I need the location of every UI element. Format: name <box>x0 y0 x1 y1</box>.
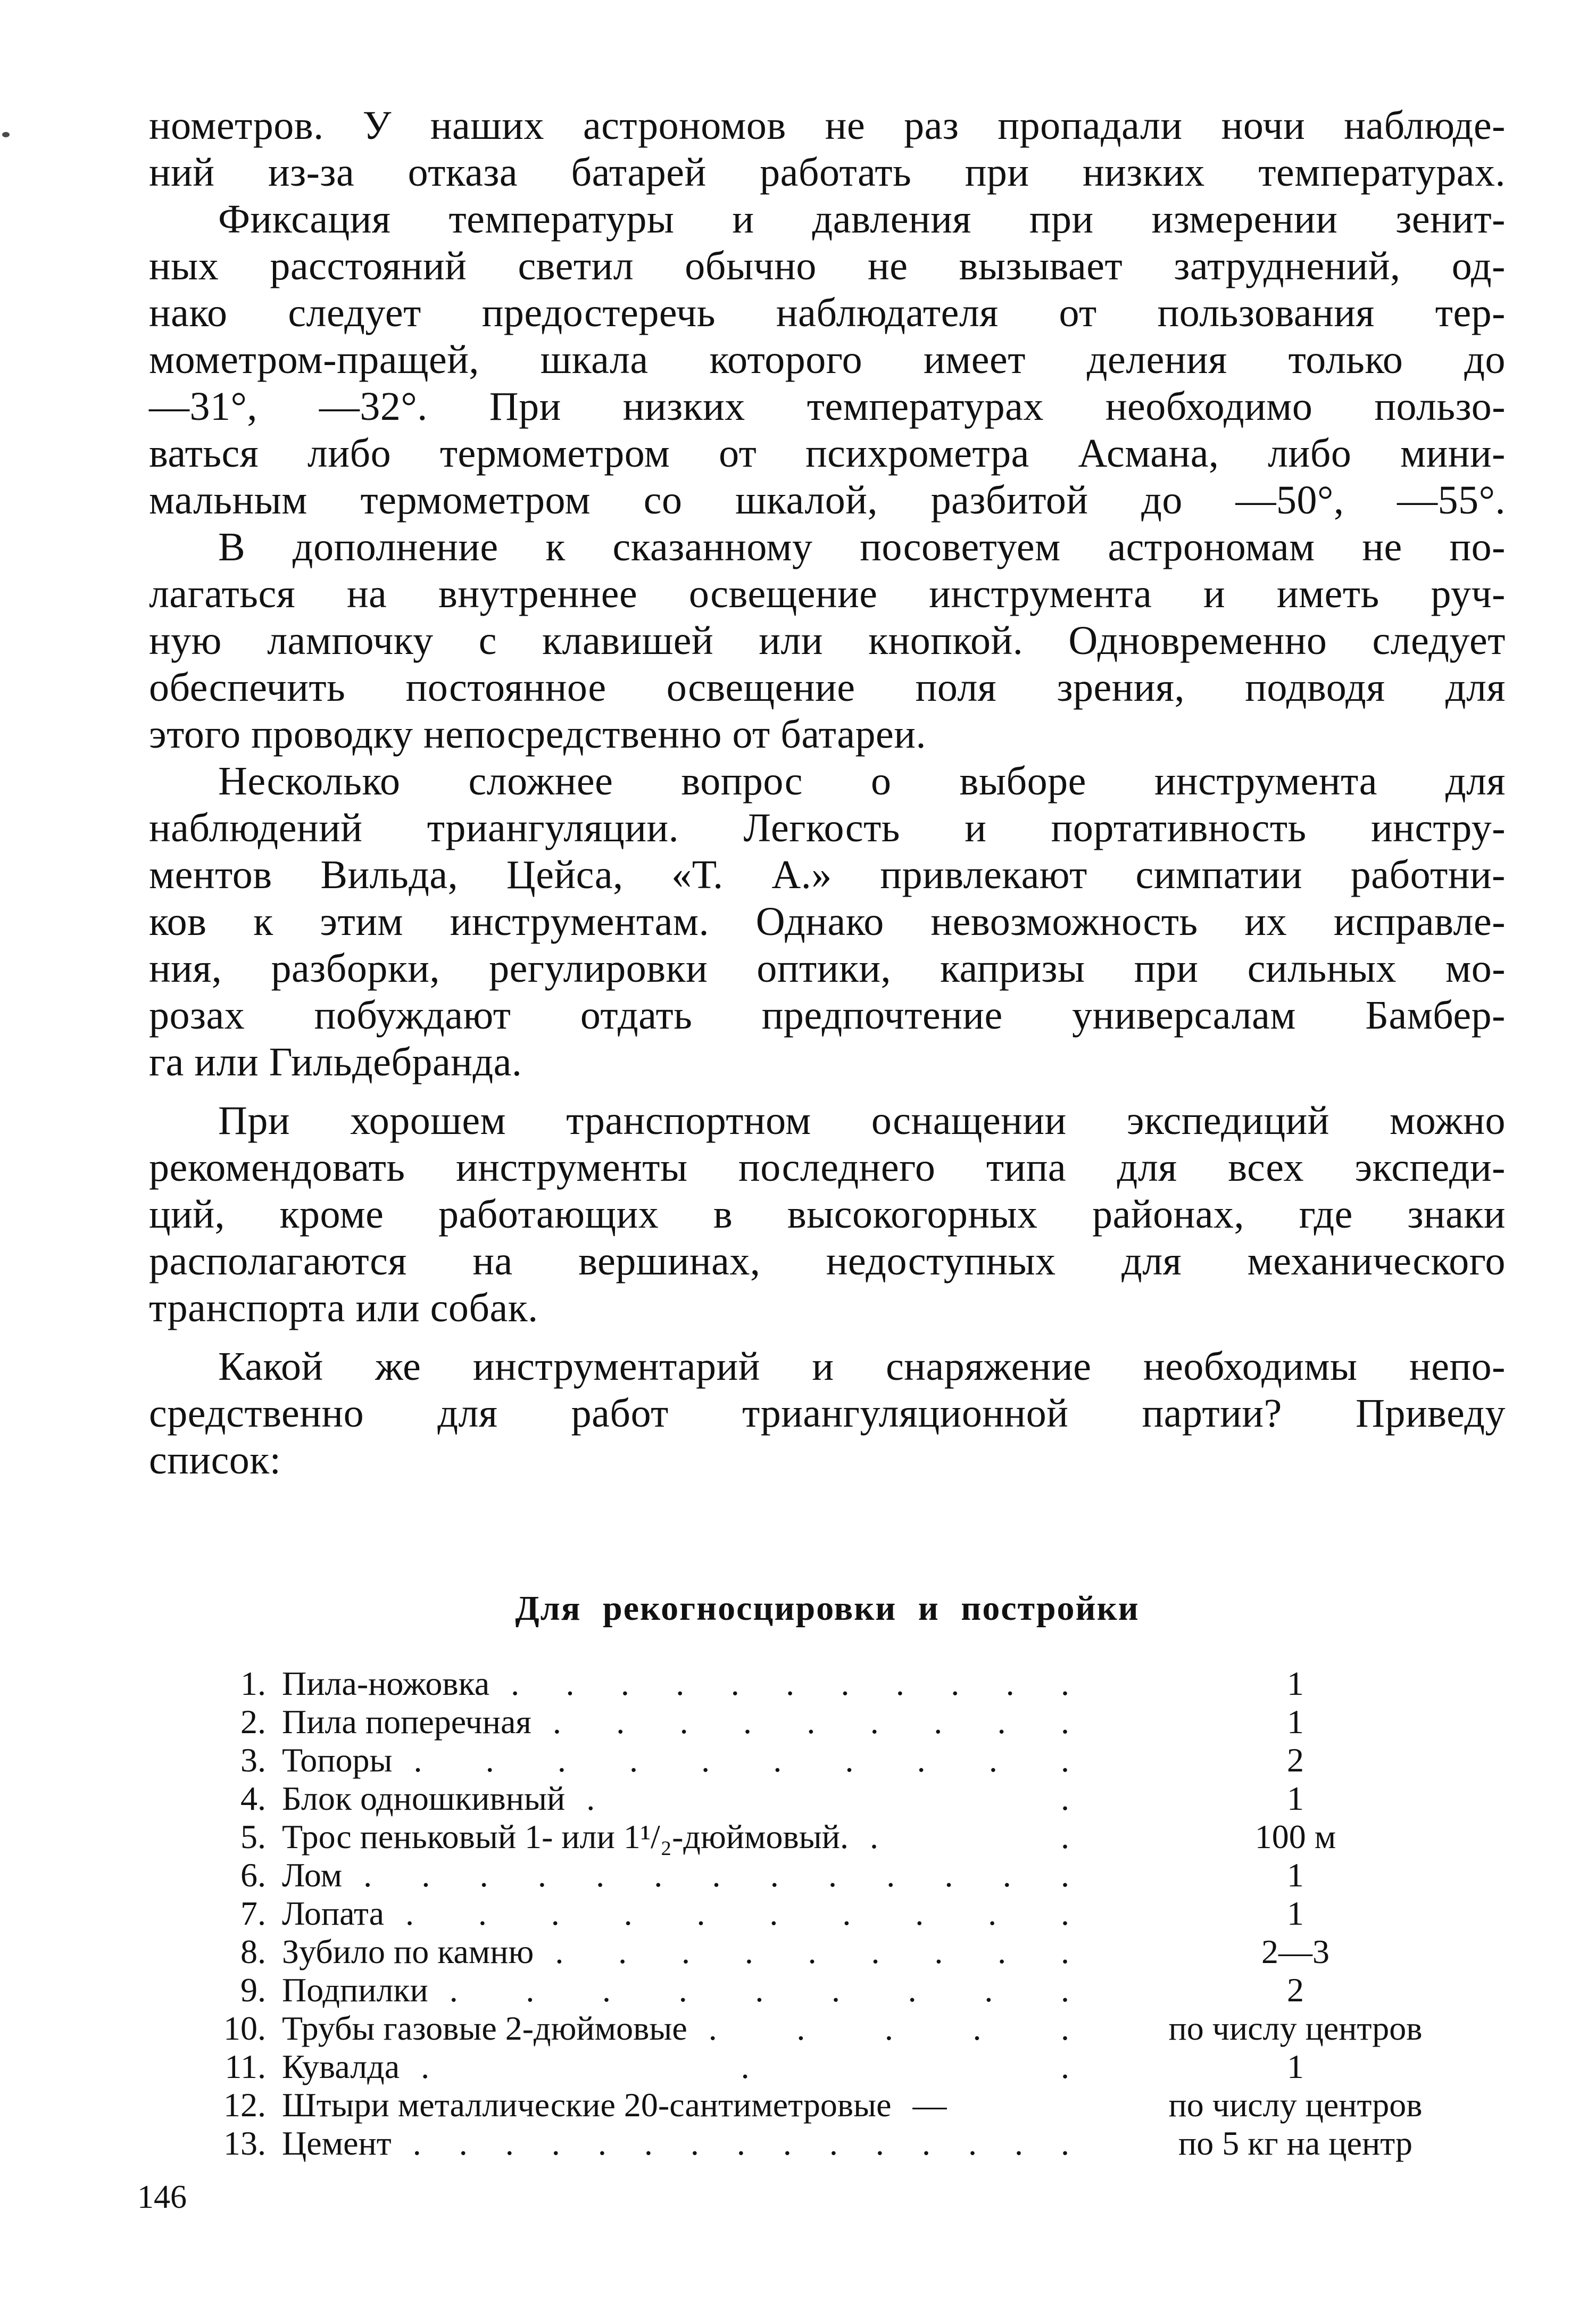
text-line: рекомендовать инструменты последнего типа для всех экспеди- <box>149 1145 1506 1190</box>
item-leader-dots: . . . <box>421 2048 1069 2085</box>
text-line: —31°, —32°. При низких температурах необходимо пользо- <box>149 384 1506 429</box>
text-line: ний из-за отказа батарей работать при низких температурах. <box>149 150 1506 195</box>
item-quantity: 1 <box>1287 2048 1304 2085</box>
list-item <box>202 2086 1506 2124</box>
paragraph <box>149 1343 1506 1484</box>
item-number: 3. <box>240 1741 266 1779</box>
text-line: наблюдений триангуляции. Легкость и портативность инстру- <box>149 806 1506 850</box>
list-item <box>202 1665 1506 1703</box>
item-quantity: 1 <box>1287 1665 1304 1702</box>
item-label: Блок одношкивный <box>282 1779 566 1817</box>
page-number: 146 <box>137 2179 187 2215</box>
item-label: Трубы газовые 2-дюймовые <box>282 2009 687 2047</box>
item-leader-dots: . . . . . . . . . . <box>405 1894 1069 1932</box>
paragraph <box>149 196 1506 524</box>
item-quantity: по 5 кг на центр <box>1178 2124 1412 2162</box>
item-label: Цемент <box>282 2124 392 2162</box>
list-item <box>202 1818 1506 1856</box>
text-line: ваться либо термометром от психрометра Асмана, либо мини- <box>149 431 1506 476</box>
text-line: ния, разборки, регулировки оптики, капризы при сильных мо- <box>149 946 1506 991</box>
text-line: Несколько сложнее вопрос о выборе инструмента для <box>218 759 1506 804</box>
list-item <box>202 1741 1506 1779</box>
text-line: ций, кроме работающих в высокогорных районах, где знаки <box>149 1192 1506 1237</box>
item-label: Зубило по камню <box>282 1933 534 1970</box>
item-leader-dots: . . . . . <box>708 2009 1069 2047</box>
item-number: 7. <box>240 1894 266 1932</box>
item-leader-dots: . . <box>586 1779 1069 1817</box>
item-quantity: 2—3 <box>1261 1933 1329 1970</box>
text-line: ментов Вильда, Цейса, «Т. А.» привлекают симпатии работни- <box>149 852 1506 897</box>
text-line: обеспечить постоянное освещение поля зрения, подводя для <box>149 665 1506 710</box>
text-line: нако следует предостеречь наблюдателя от пользования тер- <box>149 291 1506 335</box>
text-line: лагаться на внутреннее освещение инструмента и иметь руч- <box>149 572 1506 616</box>
list-item <box>202 1971 1506 2009</box>
item-number: 5. <box>240 1818 266 1856</box>
text-line: ков к этим инструментам. Однако невозможность их исправле- <box>149 899 1506 944</box>
item-leader-dots: . . . . . . . . . . <box>413 1741 1069 1779</box>
item-leader-dash: — <box>912 2086 947 2124</box>
text-line: Фиксация температуры и давления при измерении зенит- <box>218 197 1506 242</box>
text-line: средственно для работ триангуляционной партии? Приведу <box>149 1391 1506 1436</box>
text-line: га или Гильдебранда. <box>149 1040 522 1084</box>
text-line: нометров. У наших астрономов не раз пропадали ночи наблюде- <box>149 103 1506 148</box>
item-quantity: 2 <box>1287 1971 1304 2009</box>
item-leader-dots: . . <box>870 1818 1069 1856</box>
item-label: Трос пеньковый 1- или 1¹/₂-дюймовый. <box>282 1818 849 1856</box>
text-line: этого проводку непосредственно от батареи. <box>149 712 926 757</box>
item-label: Кувалда <box>282 2048 400 2085</box>
item-label: Штыри металлические 20-сантиметровые <box>282 2086 892 2124</box>
paragraph <box>149 102 1506 196</box>
text-line: розах побуждают отдать предпочтение универсалам Бамбер- <box>149 993 1506 1038</box>
item-label: Лопата <box>282 1894 384 1932</box>
text-line: Какой же инструментарий и снаряжение необходимы непо- <box>218 1344 1506 1389</box>
item-quantity: 2 <box>1287 1741 1304 1779</box>
item-leader-dots: . . . . . . . . . . . . . <box>363 1856 1069 1894</box>
margin-artifact-dot <box>2 132 10 137</box>
item-label: Пила поперечная <box>282 1703 531 1741</box>
item-label: Топоры <box>282 1741 393 1779</box>
body-text <box>149 102 1506 1484</box>
item-number: 2. <box>240 1703 266 1741</box>
item-label: Подпилки <box>282 1971 428 2009</box>
equipment-list <box>202 1665 1506 2163</box>
item-number: 10. <box>223 2009 266 2047</box>
text-line: транспорта или собак. <box>149 1286 538 1330</box>
text-line: При хорошем транспортном оснащении экспедиций можно <box>218 1098 1506 1143</box>
item-leader-dots: . . . . . . . . . . . . . . . <box>412 2124 1069 2162</box>
list-item <box>202 1933 1506 1971</box>
text-line: ных расстояний светил обычно не вызывает затруднений, од- <box>149 244 1506 288</box>
item-number: 13. <box>223 2124 266 2162</box>
section-heading: Для рекогносцировки и постройки <box>515 1589 1140 1628</box>
item-quantity: по числу центров <box>1168 2009 1423 2047</box>
paragraph <box>149 524 1506 758</box>
item-number: 11. <box>225 2048 266 2085</box>
text-line: мометром-пращей, шкала которого имеет деления только до <box>149 337 1506 382</box>
item-quantity: 1 <box>1287 1703 1304 1741</box>
text-line: список: <box>149 1438 281 1483</box>
item-quantity: 1 <box>1287 1856 1304 1894</box>
item-quantity: 1 <box>1287 1894 1304 1932</box>
item-quantity: 100 м <box>1254 1818 1336 1856</box>
item-number: 4. <box>240 1779 266 1817</box>
text-line: располагаются на вершинах, недоступных для механического <box>149 1239 1506 1284</box>
item-quantity: по числу центров <box>1168 2086 1423 2124</box>
item-number: 9. <box>240 1971 266 2009</box>
item-number: 1. <box>240 1665 266 1702</box>
text-line: мальным термометром со шкалой, разбитой до —50°, —55°. <box>149 478 1506 523</box>
item-leader-dots: . . . . . . . . . <box>555 1933 1069 1970</box>
list-item <box>202 2009 1506 2048</box>
list-item <box>202 1779 1506 1818</box>
list-item <box>202 1894 1506 1933</box>
list-item <box>202 2048 1506 2086</box>
item-leader-dots: . . . . . . . . . <box>552 1703 1069 1741</box>
item-label: Лом <box>282 1856 343 1894</box>
item-leader-dots: . . . . . . . . . . . <box>511 1665 1069 1702</box>
item-number: 12. <box>223 2086 266 2124</box>
item-number: 8. <box>240 1933 266 1970</box>
paragraph <box>149 1097 1506 1331</box>
list-item <box>202 1703 1506 1741</box>
item-label: Пила-ножовка <box>282 1665 490 1702</box>
item-number: 6. <box>240 1856 266 1894</box>
list-item <box>202 1856 1506 1894</box>
paragraph <box>149 758 1506 1086</box>
item-quantity: 1 <box>1287 1779 1304 1817</box>
item-leader-dots: . . . . . . . . . <box>449 1971 1069 2009</box>
text-line: В дополнение к сказанному посоветуем астрономам не по- <box>218 525 1506 569</box>
list-item <box>202 2124 1506 2163</box>
text-line: ную лампочку с клавишей или кнопкой. Одновременно следует <box>149 618 1506 663</box>
